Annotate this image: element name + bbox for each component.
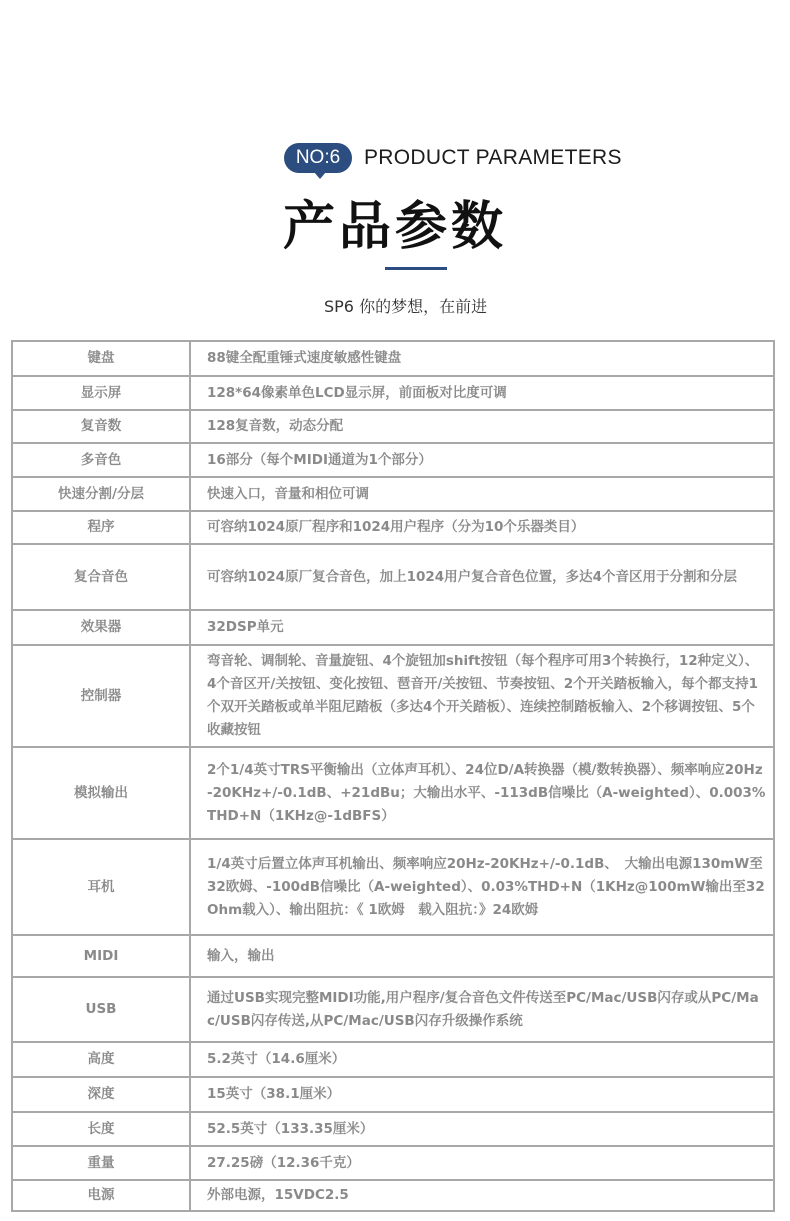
spec-label: 显示屏 — [12, 376, 190, 410]
product-slogan: SP6 你的梦想，在前进 — [324, 297, 488, 316]
spec-row — [12, 477, 774, 511]
section-number-badge: NO:6 — [284, 143, 352, 173]
section-header — [0, 0, 790, 340]
spec-value: 16部分（每个MIDI通道为1个部分） — [190, 443, 774, 477]
spec-row — [12, 410, 774, 443]
spec-row — [12, 839, 774, 935]
spec-row — [12, 443, 774, 477]
spec-label: 深度 — [12, 1077, 190, 1112]
spec-label: 重量 — [12, 1146, 190, 1180]
spec-label: 效果器 — [12, 610, 190, 645]
spec-label: 模拟输出 — [12, 747, 190, 839]
spec-label: 控制器 — [12, 645, 190, 747]
spec-value: 32DSP单元 — [190, 610, 774, 645]
spec-label: 复音数 — [12, 410, 190, 443]
spec-value: 52.5英寸（133.35厘米） — [190, 1112, 774, 1146]
spec-value: 可容纳1024原厂复合音色，加上1024用户复合音色位置，多达4个音区用于分割和分层 — [190, 544, 774, 610]
spec-row — [12, 1180, 774, 1211]
spec-row — [12, 376, 774, 410]
spec-label: 长度 — [12, 1112, 190, 1146]
spec-row — [12, 977, 774, 1042]
spec-label: 高度 — [12, 1042, 190, 1077]
spec-row — [12, 341, 774, 376]
spec-row — [12, 1077, 774, 1112]
spec-value: 27.25磅（12.36千克） — [190, 1146, 774, 1180]
title-underline — [385, 267, 447, 270]
spec-label: 耳机 — [12, 839, 190, 935]
spec-value: 外部电源，15VDC2.5 — [190, 1180, 774, 1211]
section-subtitle-en: PRODUCT PARAMETERS — [364, 146, 622, 169]
spec-label: 快速分割/分层 — [12, 477, 190, 511]
spec-value: 输入，输出 — [190, 935, 774, 977]
spec-row — [12, 1112, 774, 1146]
spec-row — [12, 1042, 774, 1077]
spec-label: MIDI — [12, 935, 190, 977]
spec-row — [12, 1146, 774, 1180]
spec-value: 5.2英寸（14.6厘米） — [190, 1042, 774, 1077]
spec-value: 1/4英寸后置立体声耳机输出、频率响应20Hz-20KHz+/-0.1dB、 大输出电源130mW至32欧姆、-100dB信噪比（A-weighted）、0.03%THD+N（1KHz@100mW输出至32Ohm载入）、输出阻抗：《 1欧姆 载入阻抗：》24欧姆 — [190, 839, 774, 935]
spec-value: 15英寸（38.1厘米） — [190, 1077, 774, 1112]
spec-label: 程序 — [12, 511, 190, 544]
spec-label: 电源 — [12, 1180, 190, 1211]
spec-row — [12, 645, 774, 747]
spec-row — [12, 511, 774, 544]
spec-label: 多音色 — [12, 443, 190, 477]
spec-value: 128*64像素单色LCD显示屏，前面板对比度可调 — [190, 376, 774, 410]
page-title: 产品参数 — [282, 197, 507, 257]
spec-value: 2个1/4英寸TRS平衡输出（立体声耳机）、24位D/A转换器（模/数转换器）、频率响应20Hz-20KHz+/-0.1dB、+21dBu；大输出水平、-113dB信噪比（A-weighted）、0.003%THD+N（1KHz@-1dBFS） — [190, 747, 774, 839]
spec-row — [12, 935, 774, 977]
spec-value: 快速入口，音量和相位可调 — [190, 477, 774, 511]
spec-value: 128复音数，动态分配 — [190, 410, 774, 443]
spec-label: USB — [12, 977, 190, 1042]
spec-row — [12, 544, 774, 610]
spec-value: 通过USB实现完整MIDI功能,用户程序/复合音色文件传送至PC/Mac/USB闪存或从PC/Mac/USB闪存传送,从PC/Mac/USB闪存升级操作系统 — [190, 977, 774, 1042]
spec-table — [11, 340, 775, 1212]
spec-value: 弯音轮、调制轮、音量旋钮、4个旋钮加shift按钮（每个程序可用3个转换行，12种定义）、4个音区开/关按钮、变化按钮、琶音开/关按钮、节奏按钮、2个开关踏板输入，每个都支持1个双开关踏板或单半阻尼踏板（多达4个开关踏板）、连续控制踏板输入、2个移调按钮、5个收藏按钮 — [190, 645, 774, 747]
spec-value: 88键全配重锤式速度敏感性键盘 — [190, 341, 774, 376]
spec-value: 可容纳1024原厂程序和1024用户程序（分为10个乐器类目） — [190, 511, 774, 544]
spec-row — [12, 610, 774, 645]
spec-label: 键盘 — [12, 341, 190, 376]
spec-label: 复合音色 — [12, 544, 190, 610]
spec-row — [12, 747, 774, 839]
